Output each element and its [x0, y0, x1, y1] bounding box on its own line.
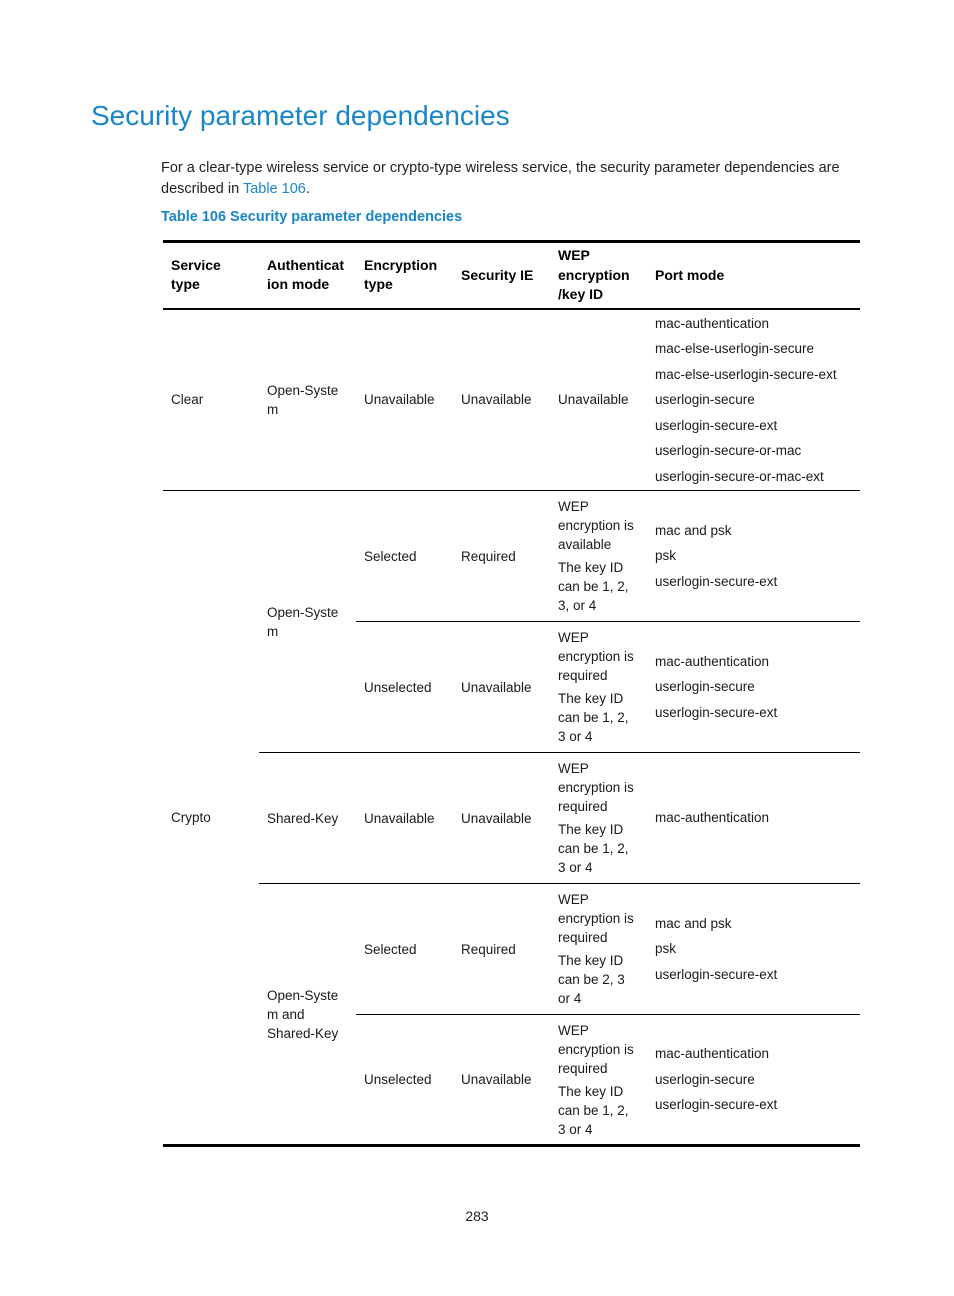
- security-ie-cell: Required: [453, 884, 550, 1015]
- port-mode-item: mac-authentication: [655, 810, 770, 826]
- service-type-cell: Crypto: [163, 491, 259, 1146]
- wep-key-id-cell: WEP encryption is required The key ID can be 1, 2, 3 or 4: [550, 622, 647, 753]
- port-mode-item: userlogin-secure: [655, 1071, 755, 1087]
- page-title: Security parameter dependencies: [91, 100, 510, 131]
- port-mode-item: userlogin-secure-ext: [655, 704, 778, 720]
- security-dependencies-table: [163, 240, 860, 1147]
- port-mode-cell: [647, 622, 860, 753]
- encryption-type-cell: Selected: [356, 491, 453, 622]
- port-mode-item: userlogin-secure-or-mac-ext: [655, 468, 824, 484]
- header-encryption-type: Encryption type: [364, 256, 438, 293]
- port-mode-item: userlogin-secure-or-mac: [655, 443, 802, 458]
- table-row-clear: [163, 309, 860, 491]
- port-mode-item: mac-authentication: [655, 315, 770, 331]
- encryption-type-cell: Selected: [356, 884, 453, 1015]
- wep-key-id-cell: Unavailable: [558, 392, 629, 408]
- port-mode-item: userlogin-secure-ext: [655, 966, 778, 982]
- auth-mode-cell: Open-Syste m and Shared-Key: [259, 884, 356, 1146]
- intro-paragraph: [161, 158, 871, 200]
- service-type-cell: Clear: [171, 392, 204, 408]
- header-wep-key-id: WEP encryption /key ID: [558, 247, 630, 302]
- port-mode-item: mac-authentication: [655, 1046, 770, 1062]
- port-mode-item: userlogin-secure: [655, 392, 755, 407]
- port-mode-item: mac and psk: [655, 915, 732, 931]
- table-header-row: [163, 242, 860, 309]
- auth-mode-cell: Open-Syste m: [267, 382, 339, 417]
- port-mode-item: psk: [655, 941, 677, 957]
- wep-key-id-cell: WEP encryption is available The key ID can be 1, 2, 3, or 4: [550, 491, 647, 622]
- port-mode-item: userlogin-secure-ext: [655, 573, 778, 589]
- intro-text: For a clear-type wireless service or crypto-type wireless service, the security parameter dependencies are described in: [161, 160, 840, 197]
- encryption-type-cell: Unavailable: [356, 753, 453, 884]
- port-mode-item: mac-else-userlogin-secure: [655, 341, 815, 356]
- security-ie-cell: Unavailable: [453, 622, 550, 753]
- table-reference-link[interactable]: Table 106: [242, 181, 306, 197]
- port-mode-item: userlogin-secure: [655, 679, 755, 695]
- header-authentication-mode: Authenticat ion mode: [267, 256, 344, 293]
- encryption-type-cell: Unavailable: [364, 392, 435, 408]
- table-row-crypto-shared-key: [163, 753, 860, 884]
- header-service-type: Service type: [171, 256, 221, 293]
- port-mode-cell: [647, 309, 860, 491]
- header-port-mode: Port mode: [655, 266, 725, 283]
- port-mode-item: psk: [655, 548, 677, 564]
- port-mode-item: userlogin-secure-ext: [655, 417, 778, 433]
- port-mode-cell: [647, 884, 860, 1015]
- port-mode-item: mac-authentication: [655, 653, 770, 669]
- auth-mode-cell: Shared-Key: [259, 753, 356, 884]
- port-mode-item: userlogin-secure-ext: [655, 1097, 778, 1113]
- port-mode-cell: [647, 491, 860, 622]
- port-mode-item: mac-else-userlogin-secure-ext: [655, 366, 837, 382]
- port-mode-cell: [647, 1015, 860, 1146]
- security-ie-cell: Unavailable: [453, 753, 550, 884]
- security-ie-cell: Unavailable: [461, 392, 532, 408]
- encryption-type-cell: Unselected: [356, 1015, 453, 1146]
- encryption-type-cell: Unselected: [356, 622, 453, 753]
- auth-mode-cell: Open-Syste m: [259, 491, 356, 753]
- wep-key-id-cell: WEP encryption is required The key ID can be 1, 2, 3 or 4: [550, 753, 647, 884]
- table-row-crypto-both-selected: [163, 884, 860, 1015]
- page-number: 283: [465, 1208, 489, 1224]
- table-caption: Table 106 Security parameter dependencies: [161, 209, 463, 225]
- wep-key-id-cell: WEP encryption is required The key ID can be 1, 2, 3 or 4: [550, 1015, 647, 1146]
- security-ie-cell: Required: [453, 491, 550, 622]
- intro-text-end: .: [305, 181, 310, 197]
- header-security-ie: Security IE: [461, 266, 534, 283]
- security-ie-cell: Unavailable: [453, 1015, 550, 1146]
- wep-key-id-cell: WEP encryption is required The key ID can be 2, 3 or 4: [550, 884, 647, 1015]
- table-row-crypto-open-selected: [163, 491, 860, 622]
- port-mode-cell: [647, 753, 860, 884]
- port-mode-item: mac and psk: [655, 522, 732, 538]
